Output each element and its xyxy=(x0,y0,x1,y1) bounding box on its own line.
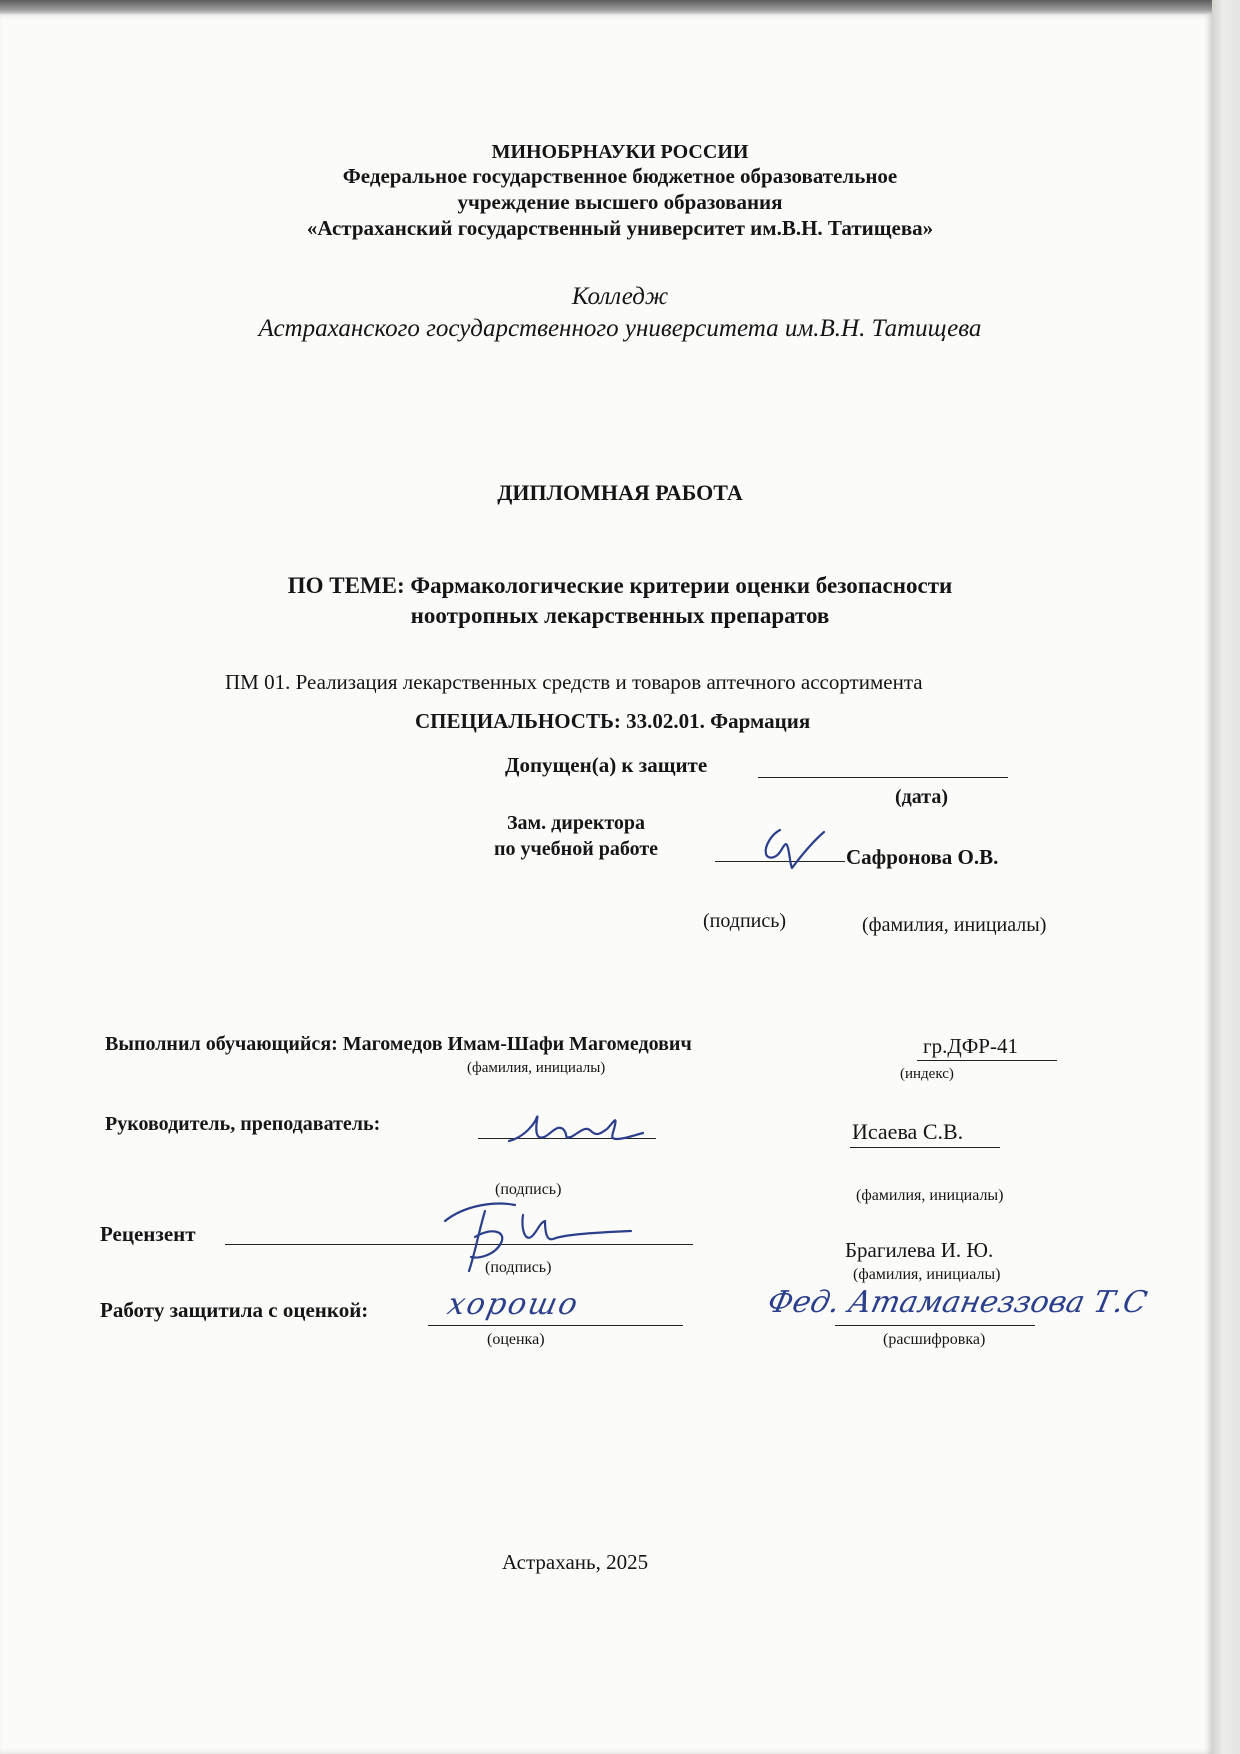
handwritten-grade: хорошо xyxy=(444,1287,583,1322)
deputy-title-2: по учебной работе xyxy=(494,838,659,860)
admission-date-caption: (дата) xyxy=(895,786,948,808)
supervisor-signature-caption: (подпись) xyxy=(495,1181,562,1198)
deputy-name: Сафронова О.В. xyxy=(846,845,999,869)
institution-line-1: Федеральное государственное бюджетное образовательное xyxy=(342,164,898,188)
reviewer-name: Брагилева И. Ю. xyxy=(845,1238,994,1262)
document-type: ДИПЛОМНАЯ РАБОТА xyxy=(497,480,743,505)
topic-line-2: ноотропных лекарственных препаратов xyxy=(410,603,830,628)
supervisor-signature xyxy=(505,1111,645,1151)
student-group: гр.ДФР-41 xyxy=(923,1034,1018,1058)
reviewer-signature-caption: (подпись) xyxy=(485,1259,552,1276)
supervisor-name-caption: (фамилия, инициалы) xyxy=(856,1187,1004,1204)
grade-line xyxy=(428,1325,683,1326)
student-label: Выполнил обучающийся: Магомедов Имам-Шафи Магомедович xyxy=(105,1033,692,1055)
professional-module: ПМ 01. Реализация лекарственных средств и товаров аптечного ассортимента xyxy=(225,670,923,694)
college-line-1: Колледж xyxy=(571,283,669,310)
decoding-caption: (расшифровка) xyxy=(883,1331,986,1348)
college-line-2: Астраханского государственного университета им.В.Н. Татищева xyxy=(258,315,982,342)
university-name: «Астраханский государственный университет им.В.Н. Татищева» xyxy=(306,216,934,240)
reviewer-label: Рецензент xyxy=(100,1222,196,1246)
grade-label: Работу защитила с оценкой: xyxy=(100,1298,369,1322)
grade-caption: (оценка) xyxy=(487,1331,545,1348)
city-year: Астрахань, 2025 xyxy=(502,1550,649,1574)
deputy-signature-caption: (подпись) xyxy=(703,910,787,932)
reviewer-name-caption: (фамилия, инициалы) xyxy=(853,1266,1001,1283)
topic-line-1: ПО ТЕМЕ: Фармакологические критерии оценки безопасности xyxy=(287,573,953,598)
deputy-title-1: Зам. директора xyxy=(507,812,646,834)
deputy-signature xyxy=(750,822,830,878)
institution-line-2: учреждение высшего образования xyxy=(457,190,783,214)
student-group-caption: (индекс) xyxy=(900,1066,954,1082)
supervisor-name: Исаева С.В. xyxy=(852,1119,964,1144)
admission-date-line xyxy=(758,777,1008,778)
title-page xyxy=(0,14,1212,1754)
handwritten-decoding: Фед. Атаманеззова Т.С xyxy=(764,1285,1151,1320)
supervisor-name-line xyxy=(850,1147,1000,1148)
student-name-caption: (фамилия, инициалы) xyxy=(467,1060,606,1076)
deputy-name-caption: (фамилия, инициалы) xyxy=(862,914,1047,936)
ministry-name: МИНОБРНАУКИ РОССИИ xyxy=(491,141,749,163)
student-group-line xyxy=(917,1060,1057,1061)
scan-right-edge xyxy=(1212,0,1240,1754)
decoding-line xyxy=(835,1325,1035,1326)
specialty: СПЕЦИАЛЬНОСТЬ: 33.02.01. Фармация xyxy=(415,709,811,733)
supervisor-label: Руководитель, преподаватель: xyxy=(105,1113,381,1135)
admission-label: Допущен(а) к защите xyxy=(505,753,708,777)
